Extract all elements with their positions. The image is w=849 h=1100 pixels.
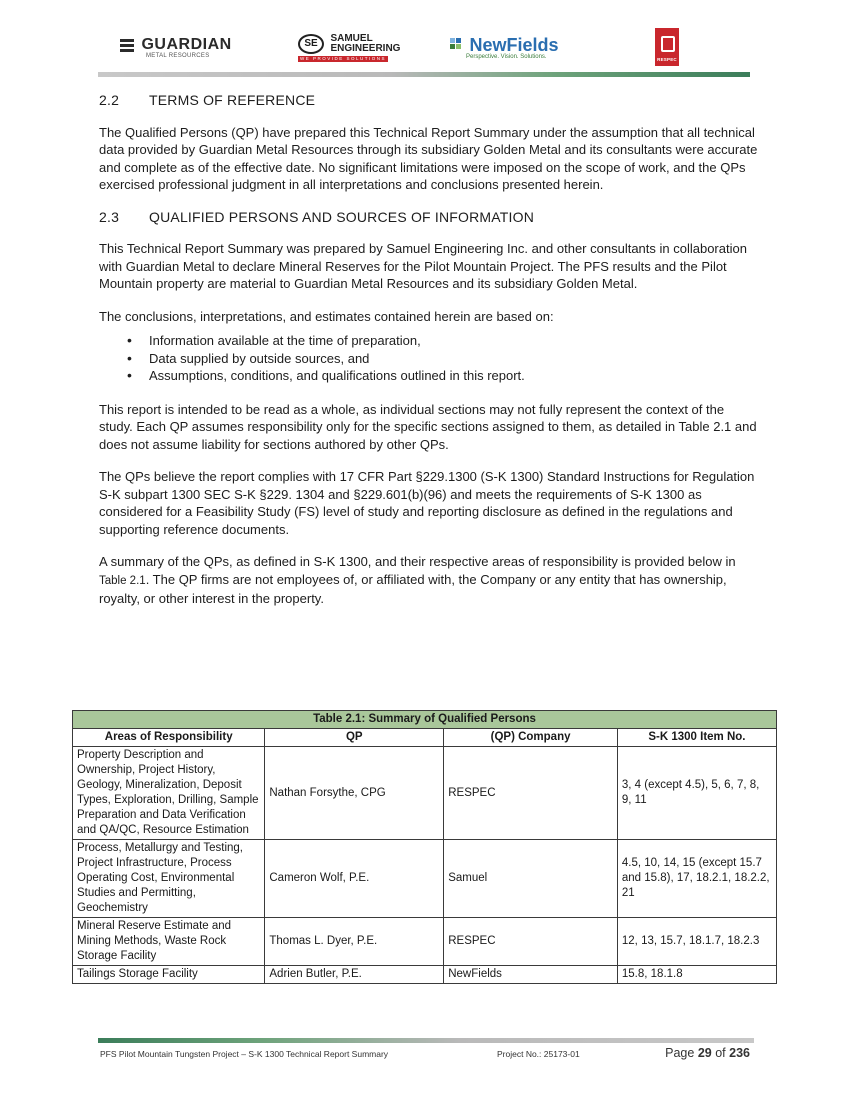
newfields-logo-sub: Perspective. Vision. Solutions. xyxy=(466,54,547,60)
bullet-item: • Data supplied by outside sources, and xyxy=(149,350,759,368)
section-title: TERMS OF REFERENCE xyxy=(149,92,316,108)
samuel-logo-line1: SAMUEL xyxy=(330,33,373,44)
respec-logo-word: RESPEC xyxy=(657,57,677,62)
qp-paragraph-3: This report is intended to be read as a whole, as individual sections may not fully represent the context of the study. Each QP assumes responsibility only for the specific sections assigned to them, as detailed in Table 2.1 and does not assume liability for sections authored by other QPs. xyxy=(99,401,757,452)
section-heading-2-2 xyxy=(99,92,759,110)
guardian-logo-icon xyxy=(120,39,134,54)
p5-text-after: . The QP firms are not employees of, or affiliated with, the Company or any entity that has ownership, royalty, or other interest in the property. xyxy=(99,571,727,606)
items-cell: 15.8, 18.1.8 xyxy=(617,966,776,984)
page-footer xyxy=(100,1047,750,1061)
qp-paragraph-2: The conclusions, interpretations, and estimates contained herein are based on: xyxy=(99,308,554,324)
respec-glyph-icon xyxy=(661,36,675,52)
qp-paragraph-5 xyxy=(99,553,759,608)
table-row xyxy=(73,747,777,840)
items-cell: 4.5, 10, 14, 15 (except 15.7 and 15.8), 17, 18.2.1, 18.2.2, 21 xyxy=(617,840,776,918)
footer-report-title: PFS Pilot Mountain Tungsten Project – S-K 1300 Technical Report Summary xyxy=(100,1049,389,1059)
terms-of-reference-paragraph: The Qualified Persons (QP) have prepared this Technical Report Summary under the assumption that all technical data provided by Guardian Metal Resources through its subsidiary Golden Metal and its consultants were accurate and complete as of the effective date. No significant limitations were imposed on the scope of work, and the QPs exercised professional judgment in all interpretations and conclusions presented herein. xyxy=(99,124,758,192)
qp-cell: Nathan Forsythe, CPG xyxy=(265,747,444,840)
bullet-item: • Assumptions, conditions, and qualifications outlined in this report. xyxy=(149,367,759,385)
section-title: QUALIFIED PERSONS AND SOURCES OF INFORMATION xyxy=(149,208,535,225)
page-total: 236 xyxy=(729,1046,750,1060)
area-cell: Tailings Storage Facility xyxy=(73,966,265,984)
qualified-persons-table xyxy=(72,710,777,984)
footer-divider xyxy=(98,1038,754,1043)
items-cell: 3, 4 (except 4.5), 5, 6, 7, 8, 9, 11 xyxy=(617,747,776,840)
column-header: Areas of Responsibility xyxy=(73,729,265,747)
qp-cell: Thomas L. Dyer, P.E. xyxy=(265,918,444,966)
area-cell: Property Description and Ownership, Project History, Geology, Mineralization, Deposit Types, Exploration, Drilling, Sample Preparation and Data Verification and QA/QC, Resource Estimation xyxy=(73,747,265,840)
qp-paragraph-1: This Technical Report Summary was prepared by Samuel Engineering Inc. and other consultants in collaboration with Guardian Metal to declare Mineral Reserves for the Pilot Mountain Project. The PFS results and the Pilot Mountain property are material to Guardian Metal Resources and its subsidiary Golden Metal. xyxy=(99,241,747,291)
p5-text-before: A summary of the QPs, as defined in S-K 1300, and their respective areas of responsibility is provided below in xyxy=(99,554,736,569)
table-row xyxy=(73,840,777,918)
column-header: (QP) Company xyxy=(444,729,618,747)
column-header: S-K 1300 Item No. xyxy=(617,729,776,747)
section-number: 2.3 xyxy=(99,208,120,225)
column-header: QP xyxy=(265,729,444,747)
guardian-logo xyxy=(120,36,232,59)
area-cell: Mineral Reserve Estimate and Mining Methods, Waste Rock Storage Facility xyxy=(73,918,265,966)
page-number: 29 xyxy=(697,1046,712,1060)
respec-logo xyxy=(655,28,679,66)
section-number: 2.2 xyxy=(99,92,120,108)
header-divider xyxy=(98,72,750,77)
table-row xyxy=(73,966,777,984)
of-word: of xyxy=(715,1046,726,1060)
company-cell: NewFields xyxy=(444,966,618,984)
newfields-logo xyxy=(450,35,559,60)
guardian-logo-sub: METAL RESOURCES xyxy=(146,53,210,59)
page-word: Page xyxy=(665,1046,695,1060)
footer-project-number: Project No.: 25173-01 xyxy=(497,1049,580,1059)
samuel-logo-tag: WE PROVIDE SOLUTIONS xyxy=(299,56,386,61)
company-cell: Samuel xyxy=(444,840,618,918)
items-cell: 12, 13, 15.7, 18.1.7, 18.2.3 xyxy=(617,918,776,966)
qp-cell: Adrien Butler, P.E. xyxy=(265,966,444,984)
samuel-logo-words xyxy=(330,34,400,54)
area-cell: Process, Metallurgy and Testing, Project Infrastructure, Process Operating Cost, Environmental Studies and Permitting, Geochemistry xyxy=(73,840,265,918)
section-heading-2-3 xyxy=(99,209,759,227)
qp-paragraph-4: The QPs believe the report complies with 17 CFR Part §229.1300 (S-K 1300) Standard Instructions for Regulation S-K subpart 1300 SEC S-K §229. 1304 and §229.601(b)(96) and meets the requirements of S-K 1300 as considered for a Feasibility Study (FS) level of study and reporting disclosure as defined in the regulations and supporting reference documents. xyxy=(99,469,755,537)
table-header-row xyxy=(73,729,777,747)
newfields-logo-word: NewFields xyxy=(469,35,559,55)
company-cell: RESPEC xyxy=(444,918,618,966)
table-2-1-reference-link[interactable]: Table 2.1 xyxy=(99,574,146,587)
table-caption-row xyxy=(73,711,777,729)
bullet-item: • Information available at the time of preparation, xyxy=(149,332,759,350)
guardian-logo-word: GUARDIAN xyxy=(141,36,232,53)
samuel-badge-icon: SE xyxy=(298,34,324,54)
document-body xyxy=(99,92,759,623)
page-header xyxy=(98,28,748,78)
basis-bullet-list xyxy=(99,332,759,385)
qp-cell: Cameron Wolf, P.E. xyxy=(265,840,444,918)
table-caption: Table 2.1: Summary of Qualified Persons xyxy=(73,711,777,729)
page-indicator xyxy=(665,1046,750,1060)
samuel-engineering-logo xyxy=(298,33,401,61)
samuel-logo-line2: ENGINEERING xyxy=(330,43,401,54)
table-row xyxy=(73,918,777,966)
company-cell: RESPEC xyxy=(444,747,618,840)
newfields-squares-icon xyxy=(450,38,462,50)
